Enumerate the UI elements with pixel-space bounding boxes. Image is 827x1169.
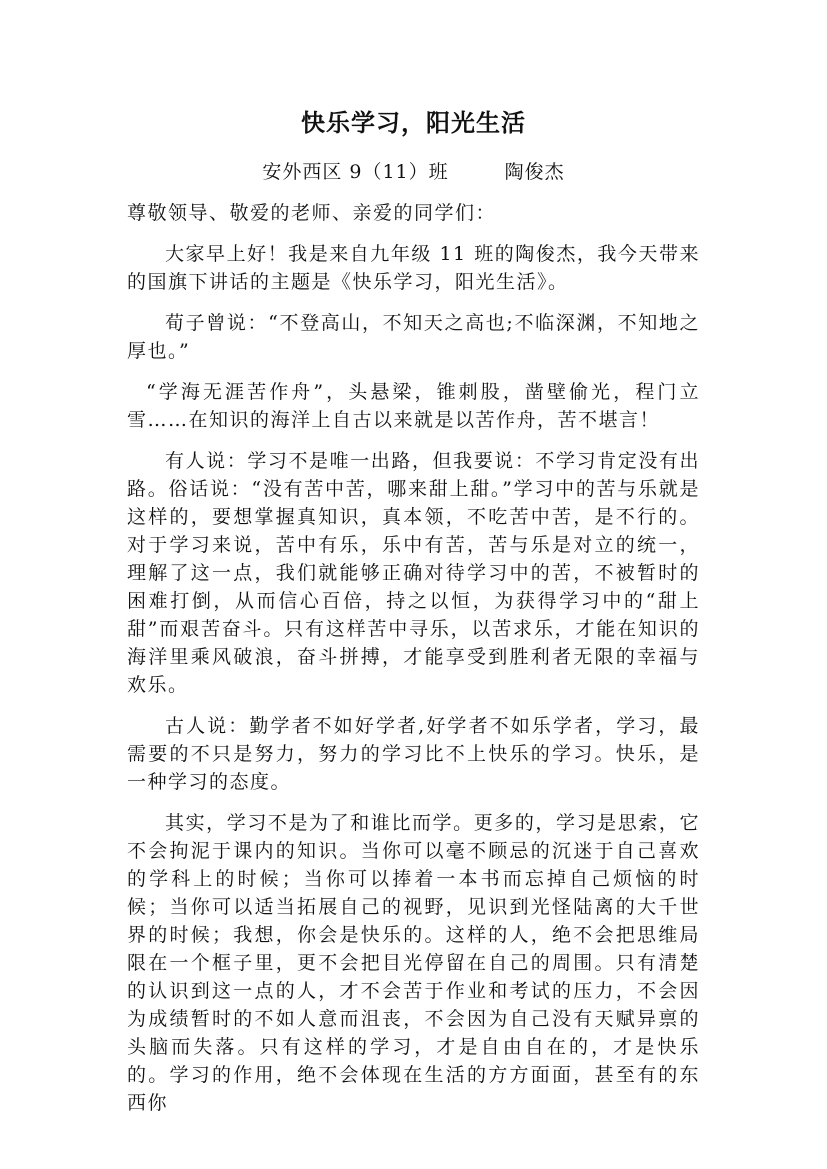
author-name: 陶俊杰: [504, 161, 565, 183]
paragraph-learning-thinking: 其实，学习不是为了和谁比而学。更多的，学习是思索，它不会拘泥于课内的知识。当你可以毫不顾忌的沉迷于自己喜欢的学科上的时候；当你可以捧着一本书而忘掉自己烦恼的时候；当你可以适当拓展自己的视野，见识到光怪陆离的大千世界的时候；我想，你会是快乐的。这样的人，绝不会把思维局限在一个框子里，更不会把目光停留在自己的周围。只有清楚的认识到这一点的人，才不会苦于作业和考试的压力，不会因为成绩暂时的不如人意而沮丧，不会因为自己没有天赋异禀的头脑而失落。只有这样的学习，才是自由自在的，才是快乐的。学习的作用，绝不会体现在生活的方方面面，甚至有的东西你: [127, 812, 700, 1114]
author-class: 安外西区 9（11）班: [262, 161, 449, 183]
paragraph-xunzi-quote: 荀子曾说：“不登高山，不知天之高也;不临深渊，不知地之厚也。”: [127, 312, 700, 362]
document-body: [127, 199, 700, 1130]
paragraph-happy-learner: 古人说：勤学者不如好学者,好学者不如乐学者，学习，最需要的不只是努力，努力的学习比不上快乐的学习。快乐，是一种学习的态度。: [127, 715, 700, 793]
paragraph-intro: 大家早上好！我是来自九年级 11 班的陶俊杰，我今天带来的国旗下讲话的主题是《快乐学习，阳光生活》。: [127, 243, 700, 293]
author-byline: [0, 158, 827, 186]
paragraph-bitter-sweet: 有人说：学习不是唯一出路，但我要说：不学习肯定没有出路。俗话说：“没有苦中苦，哪来甜上甜。”学习中的苦与乐就是这样的，要想掌握真知识，真本领，不吃苦中苦，是不行的。对于学习来说，苦中有乐，乐中有苦，苦与乐是对立的统一，理解了这一点，我们就能够正确对待学习中的苦，不被暂时的困难打倒，从而信心百倍，持之以恒，为获得学习中的“甜上甜”而艰苦奋斗。只有这样苦中寻乐，以苦求乐，才能在知识的海洋里乘风破浪，奋斗拼搏，才能享受到胜利者无限的幸福与欢乐。: [127, 450, 700, 696]
greeting: 尊敬领导、敬爱的老师、亲爱的同学们：: [127, 202, 497, 224]
paragraph-hard-study: “学海无涯苦作舟”，头悬梁，锥刺股，凿壁偷光，程门立雪……在知识的海洋上自古以来就是以苦作舟，苦不堪言！: [127, 381, 700, 431]
document-title: 快乐学习，阳光生活: [301, 109, 526, 137]
